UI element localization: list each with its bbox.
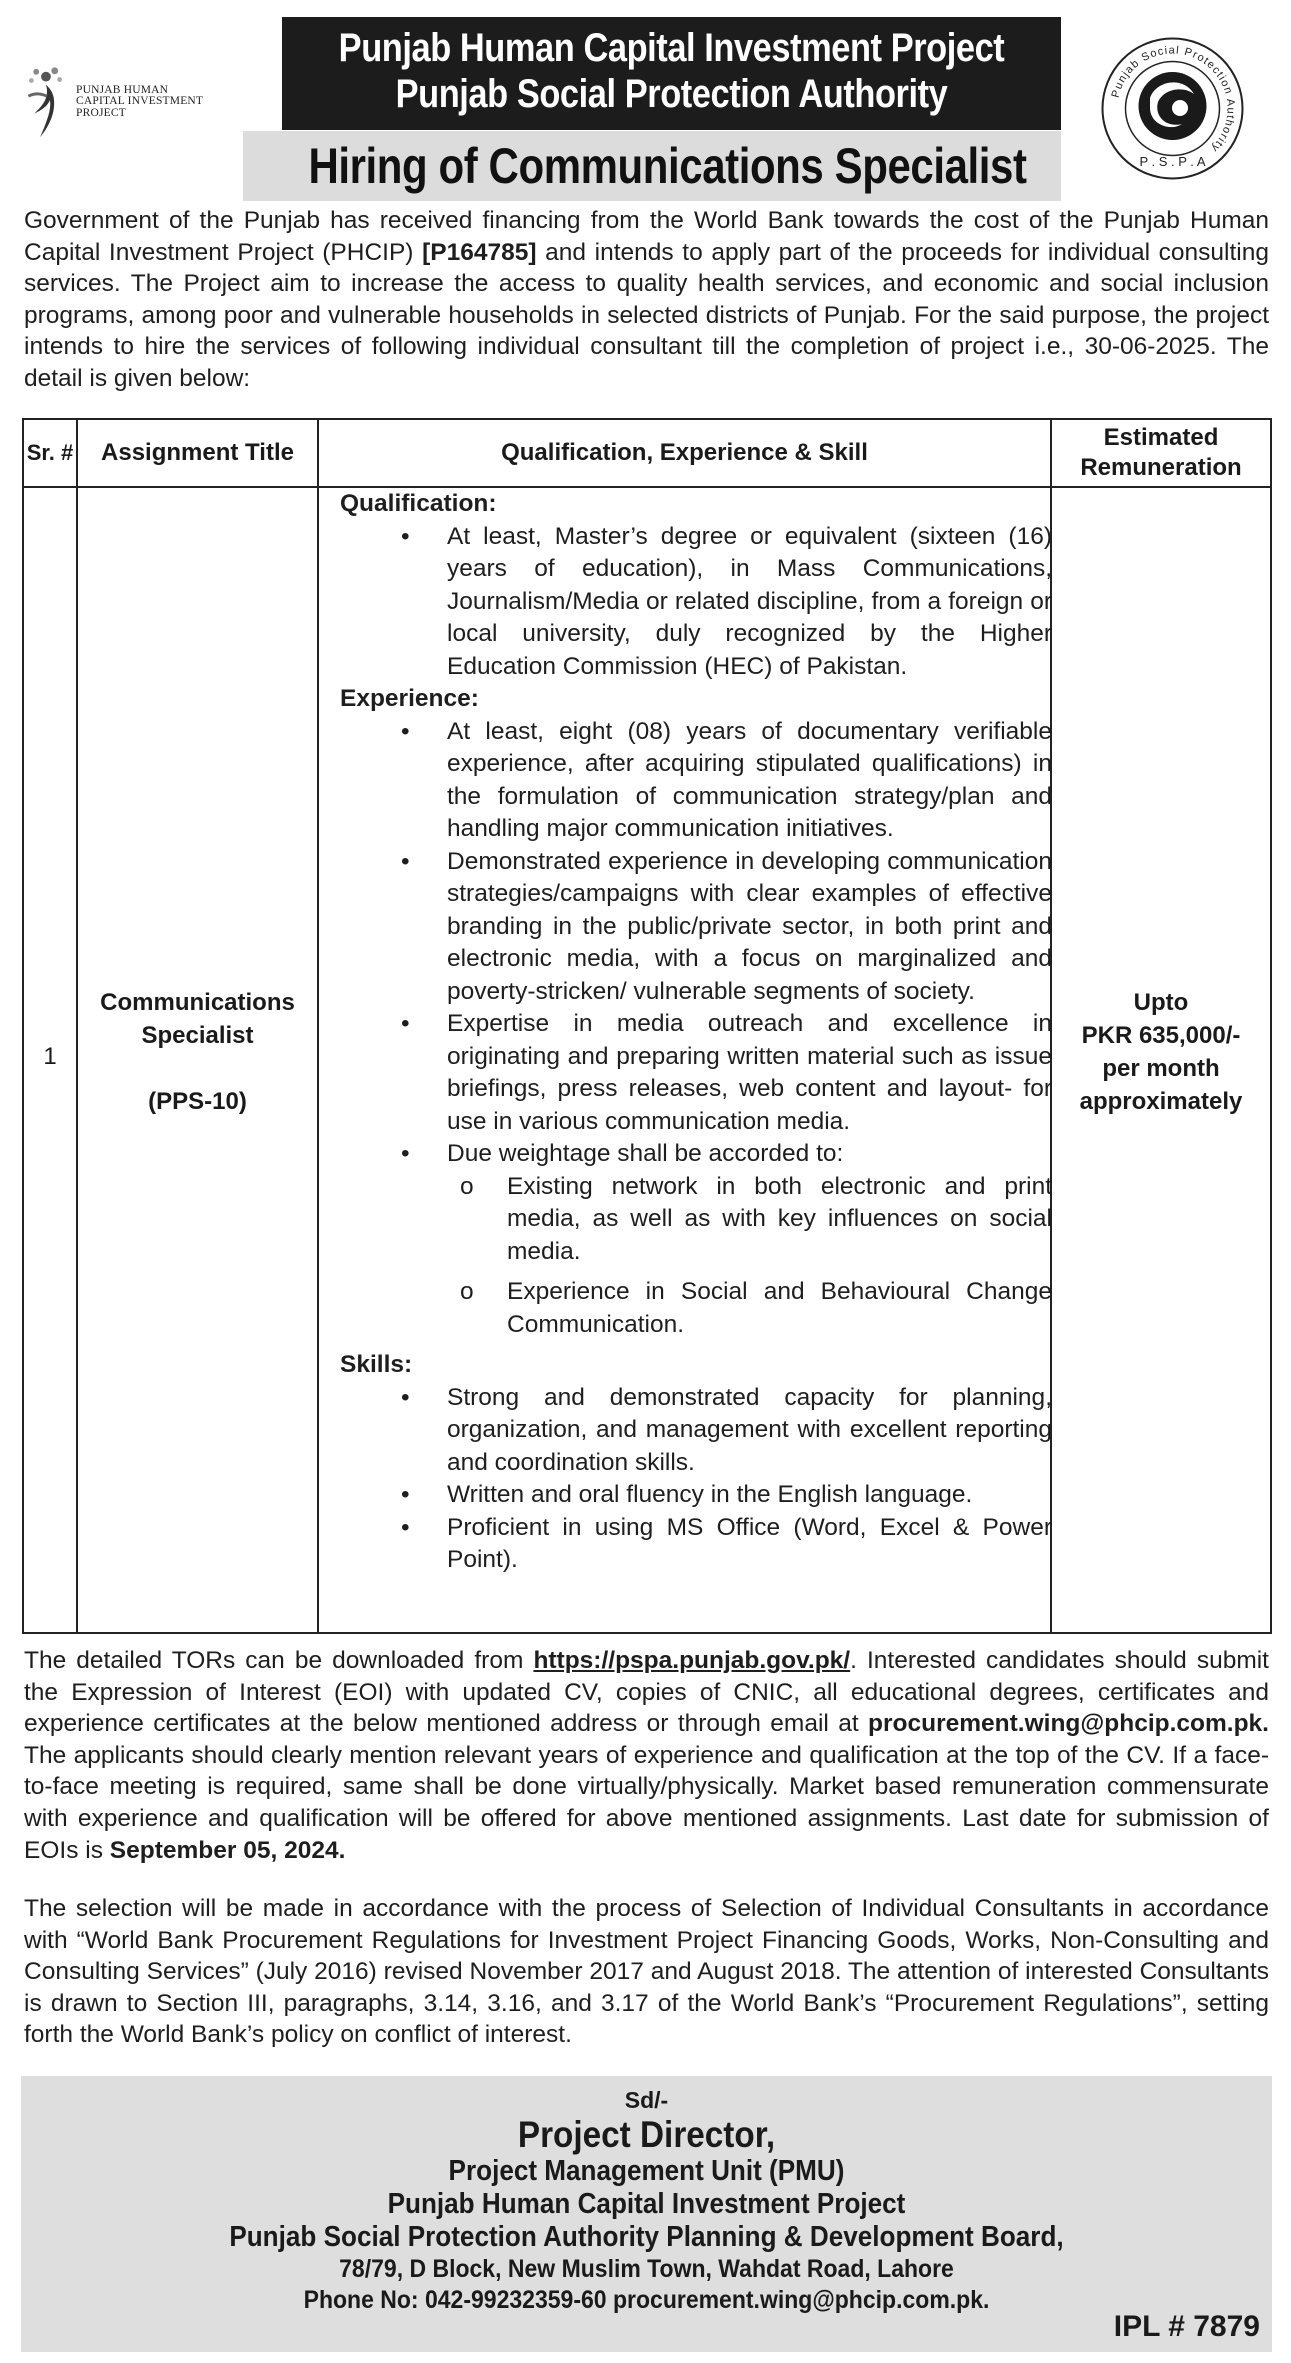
signatory-authority: Punjab Social Protection Authority Planning & Development Board, xyxy=(229,2221,1064,2253)
procurement-email-link[interactable]: procurement.wing@phcip.com.pk. xyxy=(868,1710,1269,1738)
remuneration-cell xyxy=(1052,986,1270,1118)
intro-paragraph xyxy=(24,205,1269,395)
list-item-text: Written and oral fluency in the English language. xyxy=(447,1481,973,1508)
remuneration-line: PKR 635,000/- xyxy=(1081,1022,1241,1049)
pspa-seal-icon xyxy=(1100,36,1245,181)
row-sr: 1 xyxy=(43,1043,57,1070)
bullet-icon: • xyxy=(401,522,410,550)
header-assignment-title: Assignment Title xyxy=(101,439,294,466)
tor-paragraph xyxy=(24,1645,1269,1866)
list-item-text: Proficient in using MS Office (Word, Excel & Power Point). xyxy=(447,1513,1052,1573)
advertisement-header xyxy=(0,0,1291,205)
signature-block xyxy=(21,2076,1272,2352)
list-item-text: Existing network in both electronic and print media, as well as with key influences on social media. xyxy=(507,1172,1052,1265)
assignment-table xyxy=(22,418,1272,1634)
office-address: 78/79, D Block, New Muslim Town, Wahdat Road, Lahore xyxy=(339,2255,954,2283)
tor-text: The detailed TORs can be downloaded from xyxy=(24,1647,534,1674)
experience-heading: Experience: xyxy=(340,685,479,712)
signatory-project: Punjab Human Capital Investment Project xyxy=(387,2188,906,2220)
sub-list-item xyxy=(329,1276,1064,1341)
selection-paragraph: The selection will be made in accordance with the process of Selection of Individual Consultants in accordance with “World Bank Procurement Regulations for Investment Project Financing Goods, Works, Non-Consulting and Consulting Services” (July 2016) revised November 2017 and August 2018. The attention of interested Consultants is drawn to Section III, paragraphs, 3.14, 3.16, and 3.17 of the World Bank’s “Procurement Regulations”, setting forth the World Bank’s policy on conflict of interest. xyxy=(24,1895,1269,2049)
bullet-icon: • xyxy=(401,1140,410,1167)
list-item xyxy=(329,1512,1064,1577)
hiring-subtitle: Hiring of Communications Specialist xyxy=(308,138,1027,194)
signatory-designation: Project Director, xyxy=(517,2114,776,2155)
project-code: [P164785] xyxy=(422,238,537,266)
header-sr: Sr. # xyxy=(26,440,74,465)
header-qualification: Qualification, Experience & Skill xyxy=(501,439,868,466)
bullet-icon: • xyxy=(401,847,410,875)
list-item xyxy=(329,1138,1064,1171)
ipl-number: IPL # 7879 xyxy=(1113,2310,1260,2343)
signature-sd: Sd/- xyxy=(624,2087,669,2113)
sub-bullet-icon: o xyxy=(460,1278,474,1305)
list-item xyxy=(329,1382,1064,1480)
logo-text-line: CAPITAL INVESTMENT xyxy=(76,95,204,108)
project-title: Punjab Human Capital Investment Project xyxy=(338,26,1005,70)
seal-ring-text: Punjab Social Protection Authority xyxy=(1109,44,1237,155)
bullet-icon: • xyxy=(401,1010,410,1037)
assignment-title: Communications xyxy=(100,989,295,1016)
list-item xyxy=(329,846,1064,1009)
qualification-heading: Qualification: xyxy=(340,490,497,517)
hiring-subtitle-banner xyxy=(243,131,1061,201)
remuneration-line: Upto xyxy=(1133,989,1189,1016)
list-item-text: At least, Master’s degree or equivalent (sixteen (16) years of education), in Mass Communications, Journalism/Media or related discipline, from a foreign or local university, duly recognized by the Higher Education Commission (HEC) of Pakistan. xyxy=(447,522,1052,680)
tor-text: The applicants should clearly mention relevant years of experience and qualification at the top of the CV. If a face-to-face meeting is required, same shall be done virtually/physically. Market based remuneration commensurate with experience and qualification will be offered for above mentioned assignments. Last date for submission of EOIs is xyxy=(24,1741,1269,1864)
phcip-figure-icon xyxy=(20,63,70,141)
sub-bullet-icon: o xyxy=(460,1172,474,1200)
list-item-text: At least, eight (08) years of documentary verifiable experience, after acquiring stipulated qualifications) in the formulation of communication strategy/plan and handling major communication initiatives. xyxy=(447,717,1052,842)
intro-text: and intends to apply part of the proceeds for individual consulting services. The Project aim to increase the access to quality health services, and economic and social inclusion programs, among poor and vulnerable households in selected districts of Punjab. For the said purpose, the project intends to hire the services of following individual consultant till the completion of project i.e., 30-06-2025. The detail is given below: xyxy=(24,238,1269,392)
assignment-grade: (PPS-10) xyxy=(148,1088,247,1115)
list-item-text: Demonstrated experience in developing communication strategies/campaigns with clear examples of effective branding in the public/private sector, in both print and electronic media, with a focus on marginalized and poverty-stricken/ vulnerable segments of society. xyxy=(447,847,1052,1005)
logo-text-line: PROJECT xyxy=(76,106,126,119)
tor-text: . Interested candidates should submit the Expression of Interest (EOI) with updated CV, copies of CNIC, all educational degrees, certificates and experience certificates at the below mentioned address or through email at xyxy=(24,1647,1269,1738)
logo-text-line: PUNJAB HUMAN xyxy=(76,83,169,96)
title-banner xyxy=(282,17,1061,130)
remuneration-line: approximately xyxy=(1079,1088,1243,1115)
authority-title: Punjab Social Protection Authority xyxy=(395,72,948,116)
list-item-text: Expertise in media outreach and excellence in originating and preparing written material such as issue briefings, press releases, web content and layout- for use in various communication media. xyxy=(447,1010,1052,1135)
eoi-deadline: September 05, 2024. xyxy=(109,1836,346,1864)
qualification-cell xyxy=(329,488,1064,1577)
sub-list-item xyxy=(329,1171,1064,1269)
bullet-icon: • xyxy=(401,1513,410,1541)
seal-bottom-text: P . S . P . A xyxy=(1139,154,1206,169)
list-item-text: Due weightage shall be accorded to: xyxy=(447,1140,844,1167)
skills-heading: Skills: xyxy=(340,1351,413,1378)
remuneration-line: per month xyxy=(1102,1055,1220,1082)
header-remuneration: Estimated Remuneration xyxy=(1080,424,1242,481)
list-item xyxy=(329,1008,1064,1138)
list-item-text: Strong and demonstrated capacity for planning, organization, and management with excellent reporting and coordination skills. xyxy=(447,1383,1052,1476)
bullet-icon: • xyxy=(401,717,410,745)
list-item-text: Experience in Social and Behavioural Change Communication. xyxy=(507,1278,1052,1338)
list-item xyxy=(329,716,1064,846)
assignment-title-cell xyxy=(78,986,317,1118)
bullet-icon: • xyxy=(401,1383,410,1411)
tor-download-link[interactable]: https://pspa.punjab.gov.pk/ xyxy=(533,1647,851,1674)
list-item xyxy=(329,1479,1064,1512)
list-item xyxy=(329,521,1064,684)
phcip-logo xyxy=(20,62,235,142)
contact-phone-email: Phone No: 042-99232359-60 procurement.wing@phcip.com.pk. xyxy=(303,2286,990,2314)
intro-text: Government of the Punjab has received financing from the World Bank towards the cost of the Punjab Human Capital Investment Project (PHCIP) xyxy=(24,207,1269,266)
assignment-title: Specialist xyxy=(141,1022,254,1049)
signatory-unit: Project Management Unit (PMU) xyxy=(448,2155,845,2187)
bullet-icon: • xyxy=(401,1481,410,1508)
